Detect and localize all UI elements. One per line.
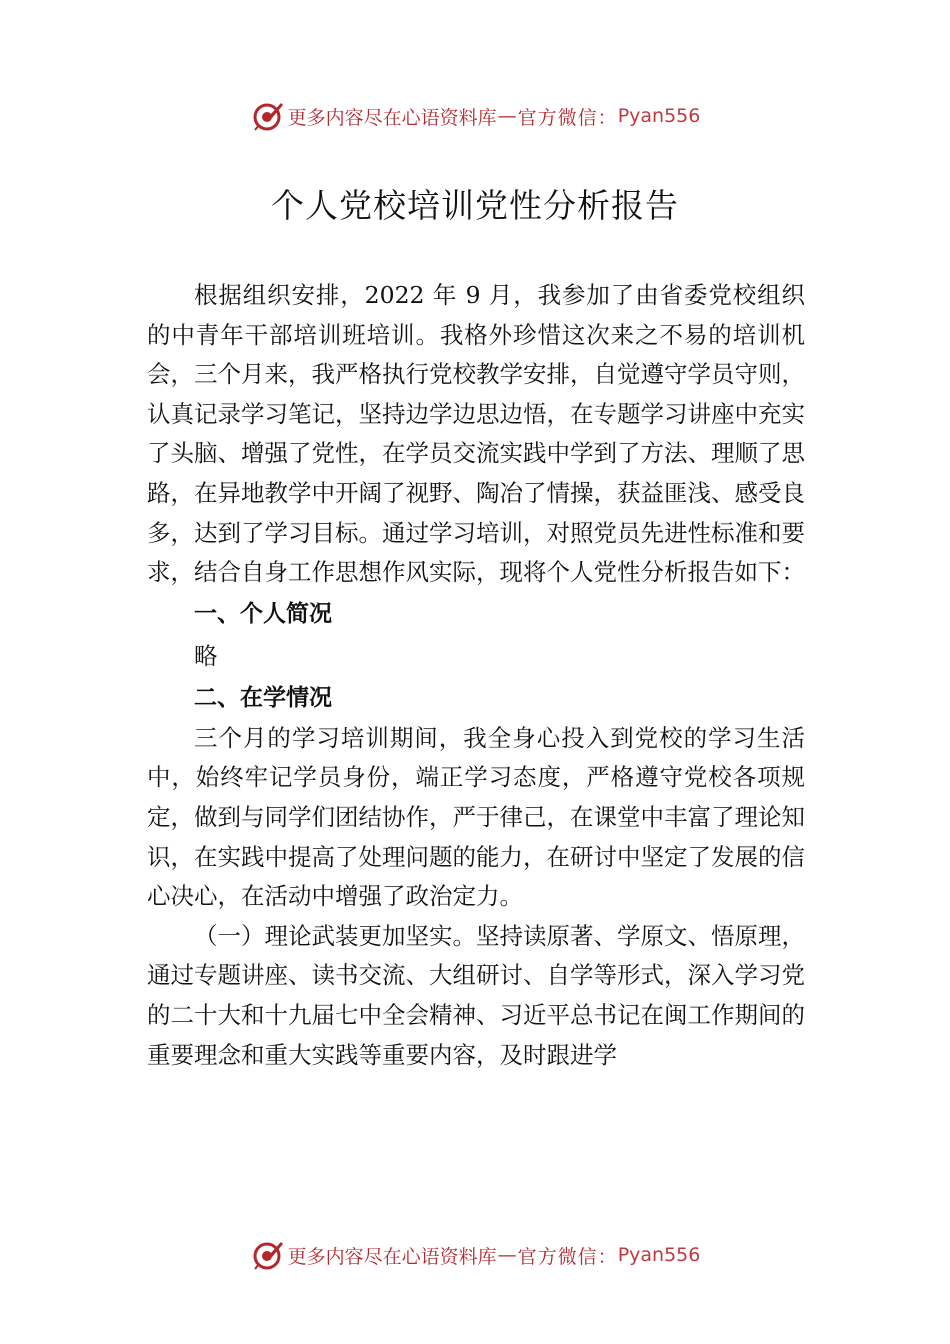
watermark-dash: — [497,105,517,127]
section-2-paragraph-1: 三个月的学习培训期间，我全身心投入到党校的学习生活中，始终牢记学员身份，端正学习态度，严格遵守党校各项规定，做到与同学们团结协作，严于律己，在课堂中丰富了理论知识，在实践中提高了处理问题的能力，在研讨中坚定了发展的信心决心，在活动中增强了政治定力。 [147,723,805,911]
watermark-site-text: 更多内容尽在心语资料库 [287,106,497,129]
section-heading-1: 一、个人简况 [194,600,332,627]
watermark-wechat-label: 官方微信： [517,1245,618,1268]
document-body [147,276,805,1075]
section-2-paragraph-2: （一）理论武装更加坚实。坚持读原著、学原文、悟原理，通过专题讲座、读书交流、大组研讨、自学等形式，深入学习党的二十大和十九届七中全会精神、习近平总书记在闽工作期间的重要理念和重大实践等重要内容，及时跟进学 [147,921,805,1069]
header-watermark [0,96,950,136]
intro-paragraph: 根据组织安排，2022 年 9 月，我参加了由省委党校组织的中青年干部培训班培训。我格外珍惜这次来之不易的培训机会，三个月来，我严格执行党校教学安排，自觉遵守学员守则，认真记录学习笔记，坚持边学边思边悟，在专题学习讲座中充实了头脑、增强了党性，在学员交流实践中学到了方法、理顺了思路，在异地教学中开阔了视野、陶冶了情操，获益匪浅、感受良多，达到了学习目标。通过学习培训，对照党员先进性标准和要求，结合自身工作思想作风实际，现将个人党性分析报告如下： [147,281,805,587]
watermark-site-text: 更多内容尽在心语资料库 [287,1245,497,1268]
watermark-handle: Pyan556 [617,105,701,127]
quill-seal-icon [250,99,284,133]
watermark-wechat-label: 官方微信： [517,106,618,129]
section-heading-2: 二、在学情况 [194,684,332,711]
footer-watermark [0,1235,950,1275]
watermark-handle: Pyan556 [617,1244,701,1266]
section-1-body: 略 [194,641,218,670]
document-title: 个人党校培训党性分析报告 [271,186,679,225]
quill-seal-icon [250,1238,284,1272]
watermark-dash: — [497,1244,517,1266]
